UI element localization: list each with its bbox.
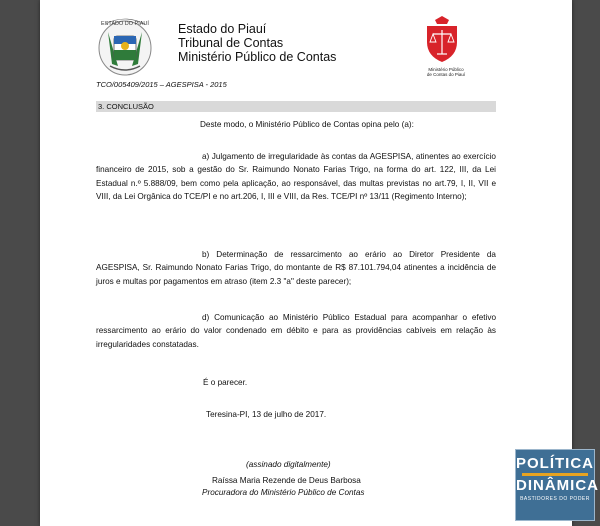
place-date: Teresina-PI, 13 de julho de 2017. <box>206 410 327 419</box>
signer-role: Procuradora do Ministério Público de Contas <box>202 488 365 497</box>
process-number: TCO/005409/2015 – AGESPISA - 2015 <box>96 80 227 89</box>
svg-text:ESTADO DO PIAUÍ: ESTADO DO PIAUÍ <box>101 21 149 27</box>
mpc-caption: Ministério Público de Contas do Piauí <box>426 67 466 77</box>
court-name: Tribunal de Contas <box>178 36 284 50</box>
piaui-state-seal-icon <box>96 16 154 78</box>
state-name: Estado do Piauí <box>178 22 267 36</box>
politica-dinamica-watermark <box>515 449 599 521</box>
watermark-divider <box>522 473 588 476</box>
signer-name: Raíssa Maria Rezende de Deus Barbosa <box>212 476 361 485</box>
section-heading: 3. CONCLUSÃO <box>96 101 496 112</box>
institution-header <box>178 22 336 64</box>
watermark-line1: POLÍTICA <box>516 455 594 472</box>
ministry-name: Ministério Público de Contas <box>178 50 337 64</box>
watermark-tagline: BASTIDORES DO PODER <box>520 496 590 502</box>
signature-note: (assinado digitalmente) <box>246 460 331 469</box>
item-a-paragraph: a) Julgamento de irregularidade às contas da AGESPISA, atinentes ao exercício financeiro de 2015, sob a gestão do Sr. Raimundo Nonato Farias Trigo, na forma do art. 122, III, da Lei Estadual n.º 5.888/09, bem como pela aplicação, ao responsável, das multas previstas no art.79, I, II, VII e VIII, da Lei Orgânica do TCE/PI e no art.206, I, III e VIII, da Res. TCE/PI nº 13/11 (Regimento Interno); <box>96 152 496 202</box>
closing-line: É o parecer. <box>203 378 248 387</box>
mpc-scales-logo-icon <box>423 16 461 62</box>
watermark-line2: DINÂMICA <box>516 477 599 494</box>
intro-paragraph: Deste modo, o Ministério Público de Contas opina pelo (a): <box>200 120 414 129</box>
item-d-paragraph: d) Comunicação ao Ministério Público Estadual para acompanhar o efetivo ressarcimento ao erário do valor condenado em débito e para as providências cabíveis em relação às irregularidades constatadas. <box>96 313 496 349</box>
item-b-paragraph: b) Determinação de ressarcimento ao erário ao Diretor Presidente da AGESPISA, Sr. Raimundo Nonato Farias Trigo, do montante de R$ 87.101.794,04 atinentes a incidência de juros e multas por pagamentos em atraso (item 2.3 "a" deste parecer); <box>96 250 496 286</box>
